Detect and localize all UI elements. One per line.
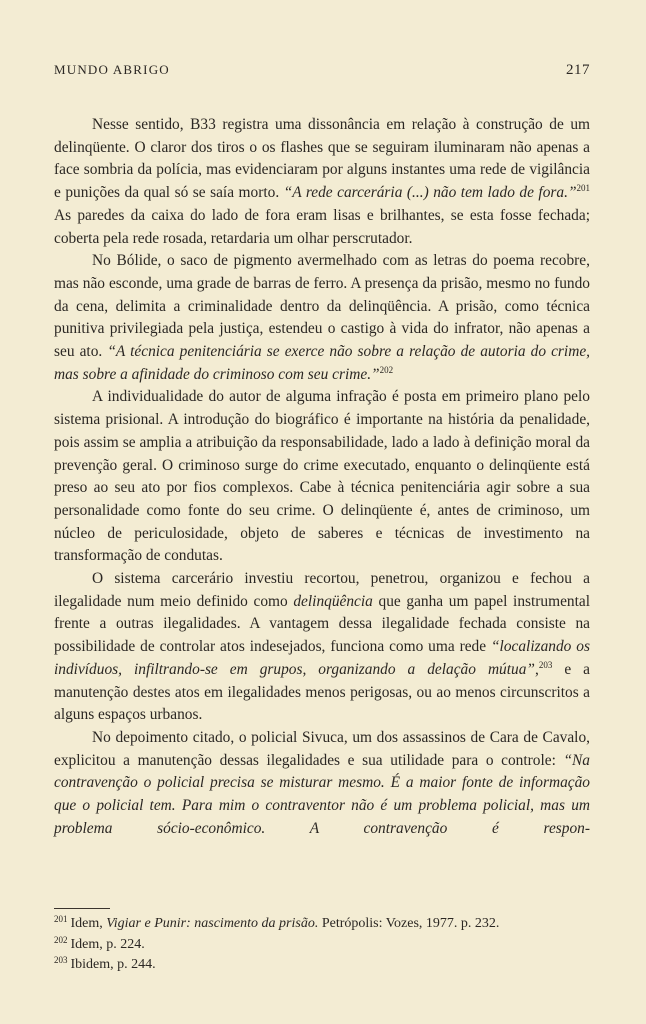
footnote-number: 201	[54, 914, 68, 924]
italic-text: “A técnica penitenciária se exerce não sobre a relação de autoria do crime, mas sobre a afinidade do criminoso com seu crime.”	[54, 343, 590, 383]
running-head	[54, 62, 590, 79]
footnote-ref: 202	[379, 364, 394, 375]
text-run: Ibidem, p. 244.	[70, 957, 156, 972]
paragraph	[54, 727, 590, 841]
italic-text: “A rede carcerária (...) não tem lado de fora.”	[283, 184, 577, 202]
body-text	[54, 114, 590, 841]
text-run: No depoimento citado, o policial Sivuca, um dos assassinos de Cara de Cavalo, explicitou a manutenção dessas ilegalidades e sua utilidade para o controle:	[54, 728, 590, 769]
paragraph	[54, 568, 590, 727]
paragraph	[54, 114, 590, 250]
page-number: 217	[566, 62, 590, 78]
text-run: Idem, p. 224.	[70, 936, 145, 952]
footnote	[54, 935, 590, 956]
italic-text: Vigiar e Punir: nascimento da prisão.	[106, 916, 319, 931]
footnote-rule	[54, 908, 110, 909]
text-run: A individualidade do autor de alguma infração é posta em primeiro plano pelo sistema prisional. A introdução do biográfico é importante na história da penalidade, pois assim se amplia a atribuição da responsabilidade, lado a lado à definição moral da prevenção geral. O criminoso surge do crime executado, enquanto o delinqüente está preso ao seu ato por fios complexos. Cabe à técnica penitenciária agir sobre a sua personalidade como fonte do seu crime. O delinqüente é, antes de criminoso, um núcleo de periculosidade, objeto de saberes e técnicas de investimento na transformação de condutas.	[54, 388, 590, 565]
italic-text: “localizando os indivíduos, infiltrando-se em grupos, organizando a delação mútua”	[54, 638, 590, 678]
paragraph	[54, 250, 590, 386]
text-run: Idem,	[70, 916, 107, 931]
paragraph	[54, 386, 590, 568]
footnote-number: 202	[54, 934, 68, 945]
footnote	[54, 914, 590, 935]
running-title: MUNDO ABRIGO	[54, 62, 170, 77]
footnote	[54, 955, 590, 976]
footnote-ref: 201	[576, 183, 590, 194]
text-run: As paredes da caixa do lado de fora eram lisas e brilhantes, se esta fosse fechada; coberta pela rede rosada, retardaria um olhar perscrutador.	[54, 206, 590, 247]
italic-text: delinqüência	[293, 592, 373, 610]
text-run: que ganha um papel instrumental frente a outras ilegalidades. A vantagem dessa ilegalidade fechada consiste na possibilidade de controlar atos indesejados, funciona como uma rede	[54, 592, 590, 656]
text-run: e a manutenção destes atos em ilegalidades menos perigosas, ou ao menos circunscritos a alguns espaços urbanos.	[54, 660, 590, 724]
footnote-ref: 203	[538, 659, 553, 670]
footnote-number: 203	[54, 955, 68, 965]
footnotes	[54, 914, 590, 976]
text-run: No Bólide, o saco de pigmento avermelhado com as letras do poema recobre, mas não esconde, uma grade de barras de ferro. A presença da prisão, mesmo no fundo da cena, delimita a criminalidade dentro da delinqüência. A prisão, como técnica punitiva privilegiada pela justiça, estendeu o castigo à vida do infrator, não apenas a seu ato.	[54, 252, 590, 361]
text-run: Nesse sentido, B33 registra uma dissonância em relação à construção de um delinqüente. O claror dos tiros o os flashes que se seguiram iluminaram não apenas a face sombria da polícia, mas evidenciaram por alguns instantes uma rede de vigilância e punições da qual só se saía morto.	[54, 116, 590, 202]
text-run: O sistema carcerário investiu recortou, penetrou, organizou e fechou a ilegalidade num meio definido como	[54, 570, 590, 610]
text-run: Petrópolis: Vozes, 1977. p. 232.	[318, 916, 500, 931]
italic-text: “Na contravenção o policial precisa se misturar mesmo. É a maior fonte de informação que o policial tem. Para mim o contraventor não é um problema policial, mas um problema sócio-econômico. A contravenção é respon-	[54, 751, 590, 837]
text-run: ,	[534, 660, 539, 678]
